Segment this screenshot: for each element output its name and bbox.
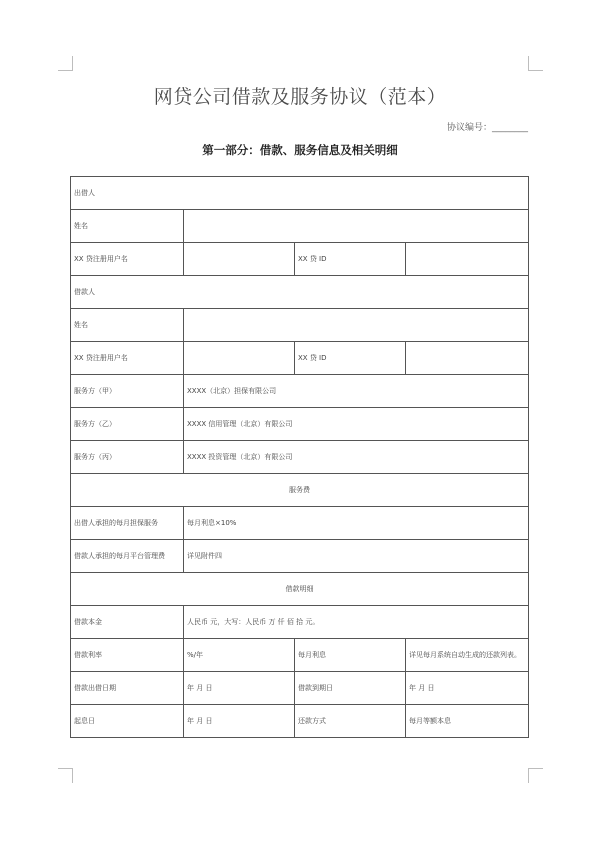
crop-mark-top-left	[58, 56, 73, 71]
lender-username-field[interactable]	[184, 243, 295, 276]
lender-name-field[interactable]	[184, 210, 529, 243]
table-row	[71, 210, 529, 243]
table-row	[71, 408, 529, 441]
service-b-value: XXXX 信用管理（北京）有限公司	[184, 408, 529, 441]
rate-label: 借款利率	[71, 639, 184, 672]
service-a-label: 服务方（甲）	[71, 375, 184, 408]
service-fee-header: 服务费	[71, 474, 529, 507]
loan-info-table	[70, 176, 529, 738]
table-row	[71, 507, 529, 540]
borrower-platform-fee-value: 详见附件四	[184, 540, 529, 573]
lender-username-label: XX 贷注册用户名	[71, 243, 184, 276]
borrower-name-field[interactable]	[184, 309, 529, 342]
table-row	[71, 606, 529, 639]
section-heading: 第一部分：借款、服务信息及相关明细	[202, 143, 398, 157]
service-b-label: 服务方（乙）	[71, 408, 184, 441]
table-row	[71, 375, 529, 408]
monthly-interest-label: 每月利息	[295, 639, 406, 672]
table-row	[71, 474, 529, 507]
lender-guarantee-label: 出借人承担的每月担保服务	[71, 507, 184, 540]
start-date-label: 起息日	[71, 705, 184, 738]
table-row	[71, 309, 529, 342]
start-date-value: 年 月 日	[184, 705, 295, 738]
table-row	[71, 705, 529, 738]
borrower-platform-fee-label: 借款人承担的每月平台管理费	[71, 540, 184, 573]
borrower-id-field[interactable]	[406, 342, 529, 375]
lender-id-label: XX 贷 ID	[295, 243, 406, 276]
document-title: 网贷公司借款及服务协议（范本）	[153, 86, 447, 108]
table-row	[71, 639, 529, 672]
repay-method-value: 每月等额本息	[406, 705, 529, 738]
table-row	[71, 243, 529, 276]
principal-value: 人民币 元，大写：人民币 万 仟 佰 拾 元。	[184, 606, 529, 639]
crop-mark-bottom-right	[528, 768, 543, 783]
borrower-username-field[interactable]	[184, 342, 295, 375]
table-row	[71, 342, 529, 375]
borrower-name-label: 姓名	[71, 309, 184, 342]
borrower-username-label: XX 贷注册用户名	[71, 342, 184, 375]
due-date-value: 年 月 日	[406, 672, 529, 705]
crop-mark-bottom-left	[58, 768, 73, 783]
table-row	[71, 177, 529, 210]
principal-label: 借款本金	[71, 606, 184, 639]
table-row	[71, 441, 529, 474]
issue-date-label: 借款出借日期	[71, 672, 184, 705]
table-row	[71, 540, 529, 573]
crop-mark-top-right	[528, 56, 543, 71]
due-date-label: 借款到期日	[295, 672, 406, 705]
loan-detail-header: 借款明细	[71, 573, 529, 606]
service-c-value: XXXX 投资管理（北京）有限公司	[184, 441, 529, 474]
monthly-interest-value: 详见每月系统自动生成的还款列表。	[406, 639, 529, 672]
repay-method-label: 还款方式	[295, 705, 406, 738]
table-row	[71, 672, 529, 705]
rate-value: %/年	[184, 639, 295, 672]
issue-date-value: 年 月 日	[184, 672, 295, 705]
table-row	[71, 276, 529, 309]
lender-name-label: 姓名	[71, 210, 184, 243]
service-a-value: XXXX（北京）担保有限公司	[184, 375, 529, 408]
borrower-section-header: 借款人	[71, 276, 529, 309]
lender-section-header: 出借人	[71, 177, 529, 210]
lender-id-field[interactable]	[406, 243, 529, 276]
agreement-number: 协议编号：________	[446, 123, 528, 133]
service-c-label: 服务方（丙）	[71, 441, 184, 474]
table-row	[71, 573, 529, 606]
lender-guarantee-value: 每月利息×10%	[184, 507, 529, 540]
borrower-id-label: XX 贷 ID	[295, 342, 406, 375]
